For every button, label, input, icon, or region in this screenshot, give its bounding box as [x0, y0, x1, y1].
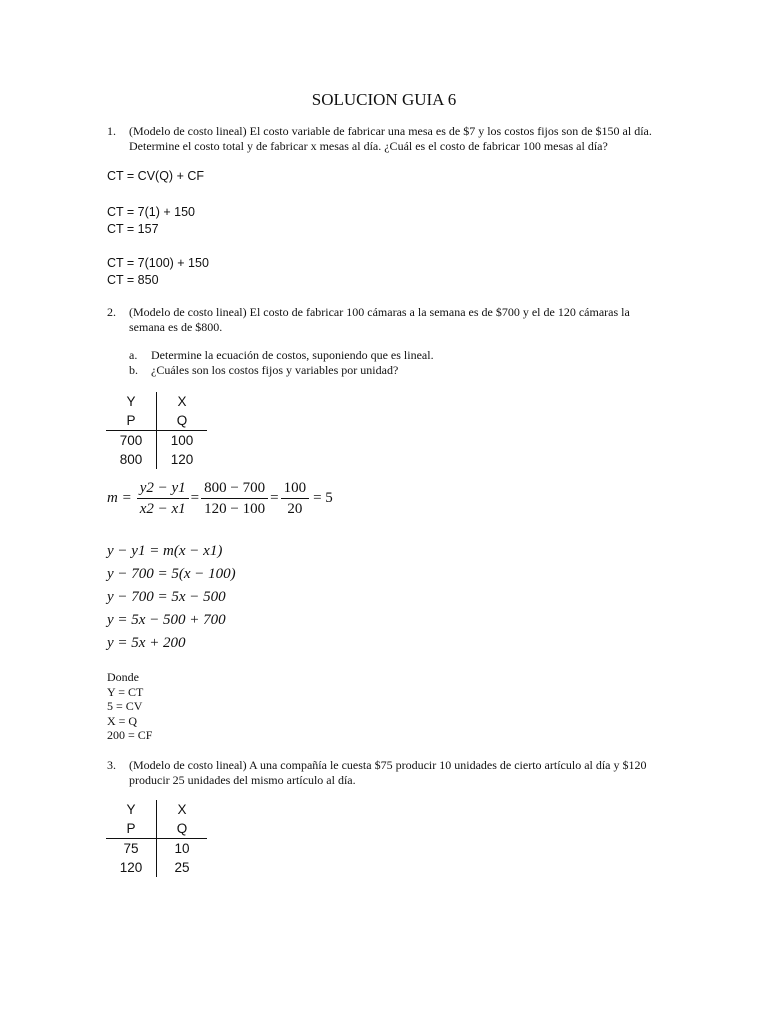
q1-calc2-line: CT = 850: [107, 273, 159, 287]
q1-calc1-line: CT = 7(1) + 150: [107, 205, 196, 219]
fraction-denominator: 20: [287, 501, 303, 517]
table-header-cell: Y: [106, 800, 157, 819]
table-header-cell: Q: [157, 411, 208, 431]
table-cell: 120: [170, 452, 194, 467]
table-header-cell: Y: [106, 392, 157, 411]
q1-calc1: [107, 204, 195, 238]
table-header-cell: X: [177, 394, 187, 409]
q2-item-b: [129, 363, 398, 378]
q1-formula: CT = CV(Q) + CF: [107, 169, 205, 183]
table-cell: 120: [106, 858, 157, 877]
table-cell: 100: [170, 433, 194, 448]
donde-line: 200 = CF: [107, 728, 153, 742]
fraction-numerator: y2 − y1: [137, 478, 189, 499]
q2-item-label: a.: [129, 348, 138, 362]
fraction-numerator: 800 − 700: [201, 478, 268, 499]
slope-result: = 5: [313, 490, 333, 506]
equation-line: y − y1 = m(x − x1): [107, 543, 223, 559]
equation-line: y = 5x + 200: [107, 635, 186, 651]
q1-calc1-line: CT = 157: [107, 222, 159, 236]
equation-line: y = 5x − 500 + 700: [107, 612, 226, 628]
q2-number: 2.: [107, 305, 116, 319]
q1-number: 1.: [107, 124, 116, 138]
q1-text: (Modelo de costo lineal) El costo variable de fabricar una mesa es de $7 y los costos fijos son de $150 al día. Determine el costo total y de fabricar x mesas al día. ¿Cuál es el costo de fabricar 100 mesas al día?: [129, 124, 652, 153]
donde-line: Donde: [107, 670, 139, 684]
q2-item-a: [129, 348, 434, 363]
q2-item-text: ¿Cuáles son los costos fijos y variables por unidad?: [151, 363, 399, 377]
fraction-numerator: 100: [281, 478, 310, 499]
slope-fraction-3: [281, 478, 310, 519]
equation-line: y − 700 = 5(x − 100): [107, 566, 236, 582]
q2-item-text: Determine la ecuación de costos, suponiendo que es lineal.: [151, 348, 434, 362]
donde-line: 5 = CV: [107, 699, 143, 713]
table-cell: 800: [106, 450, 157, 469]
q2-item-label: b.: [129, 363, 138, 377]
slope-fraction-1: [137, 478, 189, 519]
table-cell: 75: [106, 839, 157, 859]
q2-equations: [107, 540, 236, 655]
slope-fraction-2: [201, 478, 268, 519]
table-header-cell: X: [177, 802, 187, 817]
q3-number: 3.: [107, 758, 116, 772]
table-header-cell: P: [106, 411, 157, 431]
q1-calc2: [107, 255, 209, 289]
table-header-cell: Q: [157, 819, 208, 839]
table-cell: 700: [106, 431, 157, 451]
table-cell: 25: [174, 860, 190, 875]
equation-line: y − 700 = 5x − 500: [107, 589, 226, 605]
q2-donde: [107, 670, 152, 743]
donde-line: X = Q: [107, 713, 138, 728]
q2-table: [106, 392, 207, 469]
donde-line: Y = CT: [107, 684, 144, 699]
q2-slope-formula: m = $\frac{y2 - y1}{x2 - x1}$ = $\frac{800 - 700}{120 - 100}$ = $\frac{100}{20}$ = 5: [107, 480, 333, 517]
slope-lhs: m =: [107, 490, 132, 506]
q3-text: (Modelo de costo lineal) A una compañía le cuesta $75 producir 10 unidades de cierto artículo al día y $120 producir 25 unidades del mismo artículo al día.: [129, 758, 647, 787]
fraction-denominator: x2 − x1: [139, 501, 186, 517]
table-cell: 10: [174, 841, 190, 856]
page-title: SOLUCION GUIA 6: [311, 90, 457, 109]
q3-table: [106, 800, 207, 877]
fraction-denominator: 120 − 100: [204, 501, 266, 517]
q1-calc2-line: CT = 7(100) + 150: [107, 256, 209, 270]
q2-text: (Modelo de costo lineal) El costo de fabricar 100 cámaras a la semana es de $700 y el de 120 cámaras la semana es de $800.: [129, 305, 630, 334]
table-header-cell: P: [106, 819, 157, 839]
